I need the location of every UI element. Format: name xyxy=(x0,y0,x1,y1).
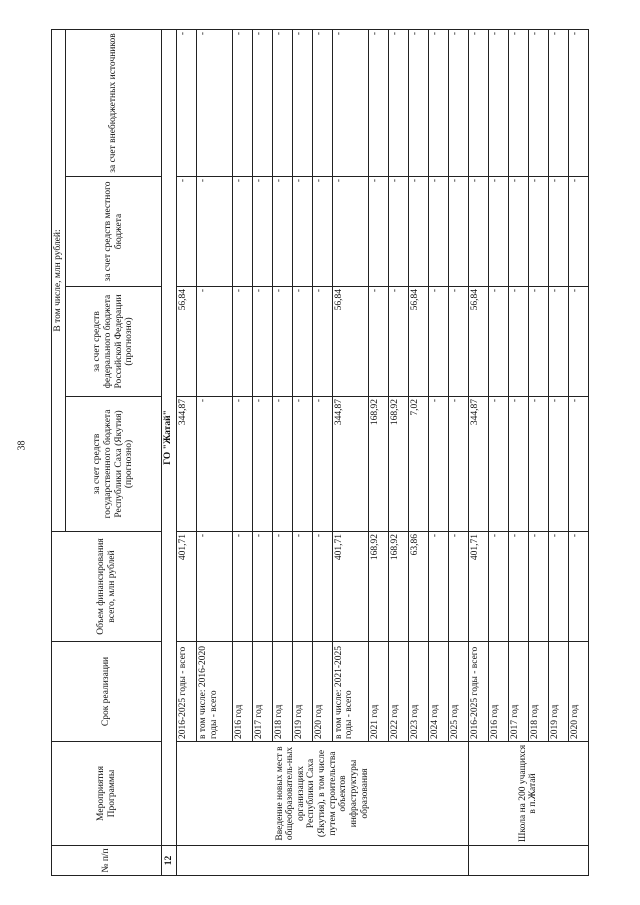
local-cell: - xyxy=(388,176,408,286)
extra-cell: - xyxy=(177,29,197,176)
federal-cell: - xyxy=(292,286,312,396)
total-cell: - xyxy=(292,531,312,641)
total-cell: 168,92 xyxy=(368,531,388,641)
federal-cell: - xyxy=(252,286,272,396)
local-cell: - xyxy=(312,176,332,286)
total-cell: 63,86 xyxy=(408,531,428,641)
extra-cell: - xyxy=(468,29,488,176)
header-total: Объем финансирования всего, млн рублей xyxy=(52,531,162,641)
extra-cell: - xyxy=(428,29,448,176)
extra-cell: - xyxy=(252,29,272,176)
extra-cell: - xyxy=(548,29,568,176)
header-group: В том числе, млн рублей: xyxy=(52,29,66,531)
state-cell: - xyxy=(568,396,588,531)
federal-cell: - xyxy=(548,286,568,396)
extra-cell: - xyxy=(528,29,548,176)
extra-cell: - xyxy=(488,29,508,176)
num-cell xyxy=(177,845,469,875)
header-period: Срок реализации xyxy=(52,641,162,741)
period-cell: 2021 год xyxy=(368,641,388,741)
local-cell: - xyxy=(252,176,272,286)
state-cell: 344,87 xyxy=(332,396,368,531)
header-measures: Мероприятия Программы xyxy=(52,741,162,845)
local-cell: - xyxy=(428,176,448,286)
extra-cell: - xyxy=(448,29,468,176)
state-cell: - xyxy=(292,396,312,531)
period-cell: 2016-2025 годы - всего xyxy=(177,641,197,741)
period-cell: 2017 год xyxy=(252,641,272,741)
period-cell: 2020 год xyxy=(312,641,332,741)
extra-cell: - xyxy=(568,29,588,176)
federal-cell: - xyxy=(428,286,448,396)
period-cell: 2023 год xyxy=(408,641,428,741)
federal-cell: - xyxy=(488,286,508,396)
extra-cell: - xyxy=(272,29,292,176)
local-cell: - xyxy=(408,176,428,286)
total-cell: - xyxy=(197,531,233,641)
local-cell: - xyxy=(468,176,488,286)
federal-cell: - xyxy=(448,286,468,396)
local-cell: - xyxy=(488,176,508,286)
state-cell: - xyxy=(252,396,272,531)
federal-cell: - xyxy=(368,286,388,396)
section-title: ГО "Жатай" xyxy=(162,29,177,845)
extra-cell: - xyxy=(197,29,233,176)
extra-cell: - xyxy=(232,29,252,176)
federal-cell: 56,84 xyxy=(332,286,368,396)
period-cell: 2018 год xyxy=(528,641,548,741)
table-row xyxy=(177,29,197,875)
federal-cell: - xyxy=(528,286,548,396)
measure-cell: Школа на 200 учащихся в п.Жатай xyxy=(468,741,588,845)
page-number: 38 xyxy=(16,440,28,451)
total-cell: - xyxy=(428,531,448,641)
extra-cell: - xyxy=(508,29,528,176)
federal-cell: - xyxy=(388,286,408,396)
state-cell: 344,87 xyxy=(468,396,488,531)
total-cell: 168,92 xyxy=(388,531,408,641)
federal-cell: - xyxy=(272,286,292,396)
extra-cell: - xyxy=(408,29,428,176)
period-cell: 2020 год xyxy=(568,641,588,741)
total-cell: - xyxy=(488,531,508,641)
num-cell xyxy=(468,845,588,875)
extra-cell: - xyxy=(332,29,368,176)
section-row xyxy=(162,29,177,875)
period-cell: 2022 год xyxy=(388,641,408,741)
state-cell: - xyxy=(448,396,468,531)
federal-cell: - xyxy=(312,286,332,396)
federal-cell: - xyxy=(568,286,588,396)
state-cell: 344,87 xyxy=(177,396,197,531)
state-cell: - xyxy=(272,396,292,531)
federal-cell: 56,84 xyxy=(468,286,488,396)
local-cell: - xyxy=(548,176,568,286)
state-cell: - xyxy=(232,396,252,531)
state-cell: - xyxy=(428,396,448,531)
total-cell: - xyxy=(548,531,568,641)
total-cell: - xyxy=(312,531,332,641)
state-cell: - xyxy=(508,396,528,531)
period-cell: 2025 год xyxy=(448,641,468,741)
total-cell: 401,71 xyxy=(332,531,368,641)
total-cell: 401,71 xyxy=(177,531,197,641)
extra-cell: - xyxy=(368,29,388,176)
table-row xyxy=(468,29,488,875)
total-cell: - xyxy=(568,531,588,641)
state-cell: - xyxy=(488,396,508,531)
federal-cell: 56,84 xyxy=(177,286,197,396)
local-cell: - xyxy=(197,176,233,286)
total-cell: - xyxy=(508,531,528,641)
total-cell: - xyxy=(232,531,252,641)
total-cell: - xyxy=(252,531,272,641)
total-cell: - xyxy=(528,531,548,641)
header-num: № п/п xyxy=(52,845,162,875)
local-cell: - xyxy=(272,176,292,286)
period-cell: 2019 год xyxy=(548,641,568,741)
header-extra: за счет внебюджетных источников xyxy=(66,29,162,176)
federal-cell: - xyxy=(508,286,528,396)
period-cell: в том числе: 2021-2025 годы - всего xyxy=(332,641,368,741)
financing-table xyxy=(51,28,589,875)
local-cell: - xyxy=(232,176,252,286)
period-cell: 2016-2025 годы - всего xyxy=(468,641,488,741)
total-cell: - xyxy=(272,531,292,641)
local-cell: - xyxy=(368,176,388,286)
extra-cell: - xyxy=(312,29,332,176)
extra-cell: - xyxy=(292,29,312,176)
period-cell: 2017 год xyxy=(508,641,528,741)
row-number: 12 xyxy=(162,845,177,875)
period-cell: 2016 год xyxy=(488,641,508,741)
state-cell: 7,02 xyxy=(408,396,428,531)
federal-cell: - xyxy=(232,286,252,396)
state-cell: - xyxy=(197,396,233,531)
local-cell: - xyxy=(508,176,528,286)
local-cell: - xyxy=(292,176,312,286)
header-state: за счет средств государственного бюджета Республики Саха (Якутия) (прогнозно) xyxy=(66,396,162,531)
period-cell: 2018 год xyxy=(272,641,292,741)
local-cell: - xyxy=(448,176,468,286)
total-cell: 401,71 xyxy=(468,531,488,641)
measure-cell: Введение новых мест в общеобразователь-ных организациях Республики Саха (Якутия), в том числе путем строительства объектов инфраструктуры образования xyxy=(177,741,469,845)
federal-cell: 56,84 xyxy=(408,286,428,396)
period-cell: 2019 год xyxy=(292,641,312,741)
state-cell: 168,92 xyxy=(388,396,408,531)
header-federal: за счет средств федерального бюджета Российской Федерации (прогнозно) xyxy=(66,286,162,396)
extra-cell: - xyxy=(388,29,408,176)
local-cell: - xyxy=(177,176,197,286)
rotated-table-wrapper xyxy=(51,30,589,876)
state-cell: - xyxy=(528,396,548,531)
local-cell: - xyxy=(332,176,368,286)
local-cell: - xyxy=(568,176,588,286)
federal-cell: - xyxy=(197,286,233,396)
state-cell: 168,92 xyxy=(368,396,388,531)
period-cell: 2016 год xyxy=(232,641,252,741)
state-cell: - xyxy=(312,396,332,531)
period-cell: в том числе: 2016-2020 годы - всего xyxy=(197,641,233,741)
period-cell: 2024 год xyxy=(428,641,448,741)
total-cell: - xyxy=(448,531,468,641)
header-local: за счет средств местного бюджета xyxy=(66,176,162,286)
local-cell: - xyxy=(528,176,548,286)
state-cell: - xyxy=(548,396,568,531)
